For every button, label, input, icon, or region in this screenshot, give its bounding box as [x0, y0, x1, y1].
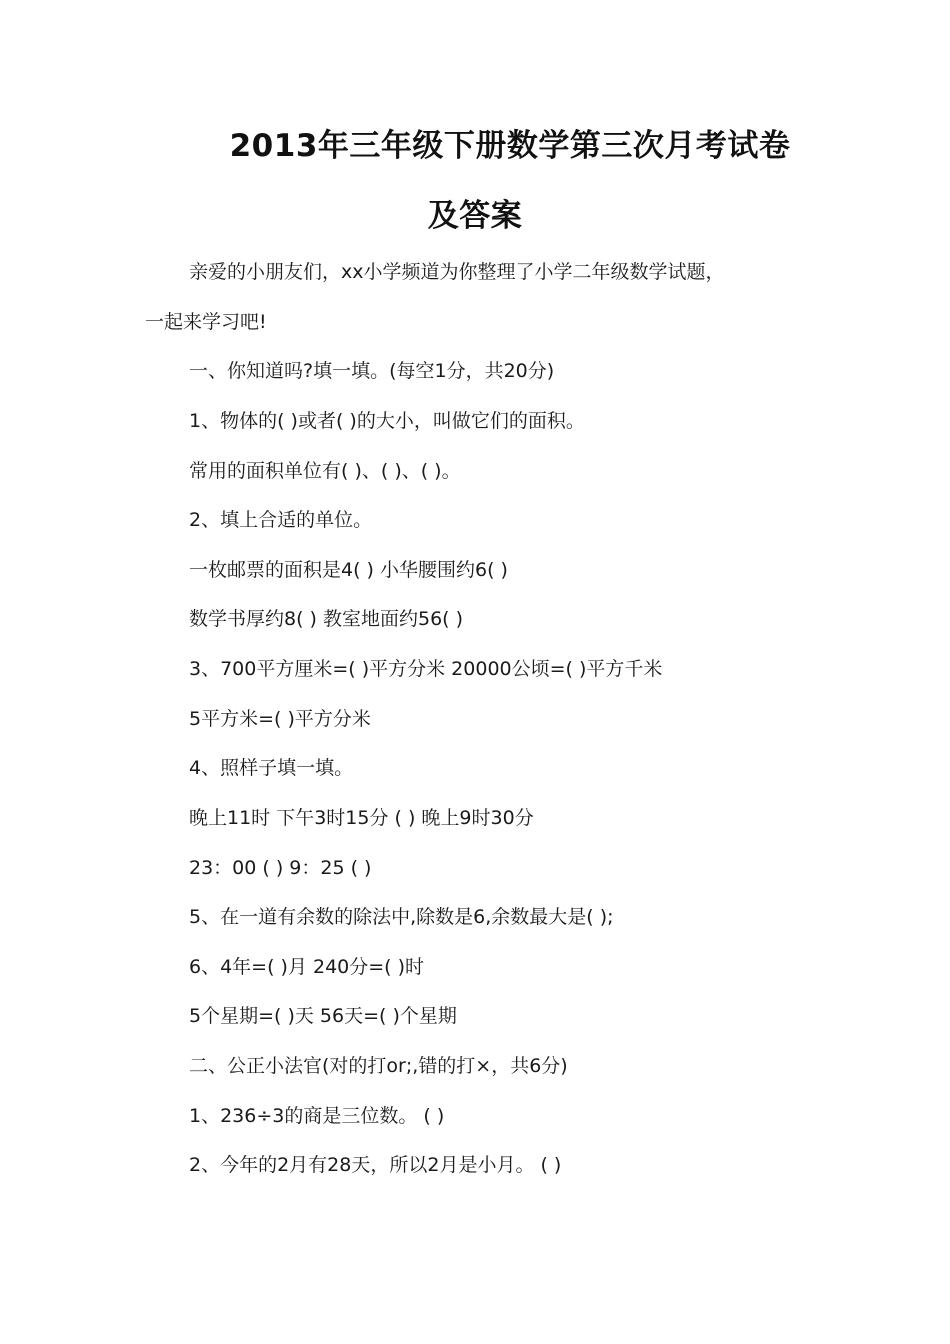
- question-2-line-1: 一枚邮票的面积是4( ) 小华腰围约6( ): [189, 559, 508, 581]
- question-2-line-2: 数学书厚约8( ) 教室地面约56( ): [189, 608, 464, 630]
- section-2-heading: 二、公正小法官(对的打or;,错的打×，共6分): [189, 1055, 568, 1077]
- section-2-question-1: 1、236÷3的商是三位数。 ( ): [189, 1105, 445, 1127]
- intro-paragraph-line-1: 亲爱的小朋友们，xx小学频道为你整理了小学二年级数学试题，: [189, 261, 725, 283]
- section-2-question-2: 2、今年的2月有28天，所以2月是小月。 ( ): [189, 1154, 562, 1176]
- question-4-line-1: 晚上11时 下午3时15分 ( ) 晚上9时30分: [189, 807, 534, 829]
- document-title-line-2: 及答案: [427, 198, 523, 234]
- section-1-heading: 一、你知道吗?填一填。(每空1分，共20分): [189, 360, 555, 382]
- question-5: 5、在一道有余数的除法中,除数是6,余数最大是( );: [189, 906, 614, 928]
- question-1-line-2: 常用的面积单位有( )、( )、( )。: [189, 460, 461, 482]
- question-1-line-1: 1、物体的( )或者( )的大小，叫做它们的面积。: [189, 410, 585, 432]
- question-3-line-1: 3、700平方厘米=( )平方分米 20000公顷=( )平方千米: [189, 658, 663, 680]
- question-2-heading: 2、填上合适的单位。: [189, 509, 373, 531]
- intro-paragraph-line-2: 一起来学习吧!: [145, 311, 267, 333]
- question-6-line-1: 6、4年=( )月 240分=( )时: [189, 956, 425, 978]
- question-6-line-2: 5个星期=( )天 56天=( )个星期: [189, 1005, 457, 1027]
- question-3-line-2: 5平方米=( )平方分米: [189, 708, 371, 730]
- document-title-line-1: 2013年三年级下册数学第三次月考试卷: [229, 128, 791, 164]
- question-4-heading: 4、照样子填一填。: [189, 757, 354, 779]
- question-4-line-2: 23：00 ( ) 9：25 ( ): [189, 857, 372, 879]
